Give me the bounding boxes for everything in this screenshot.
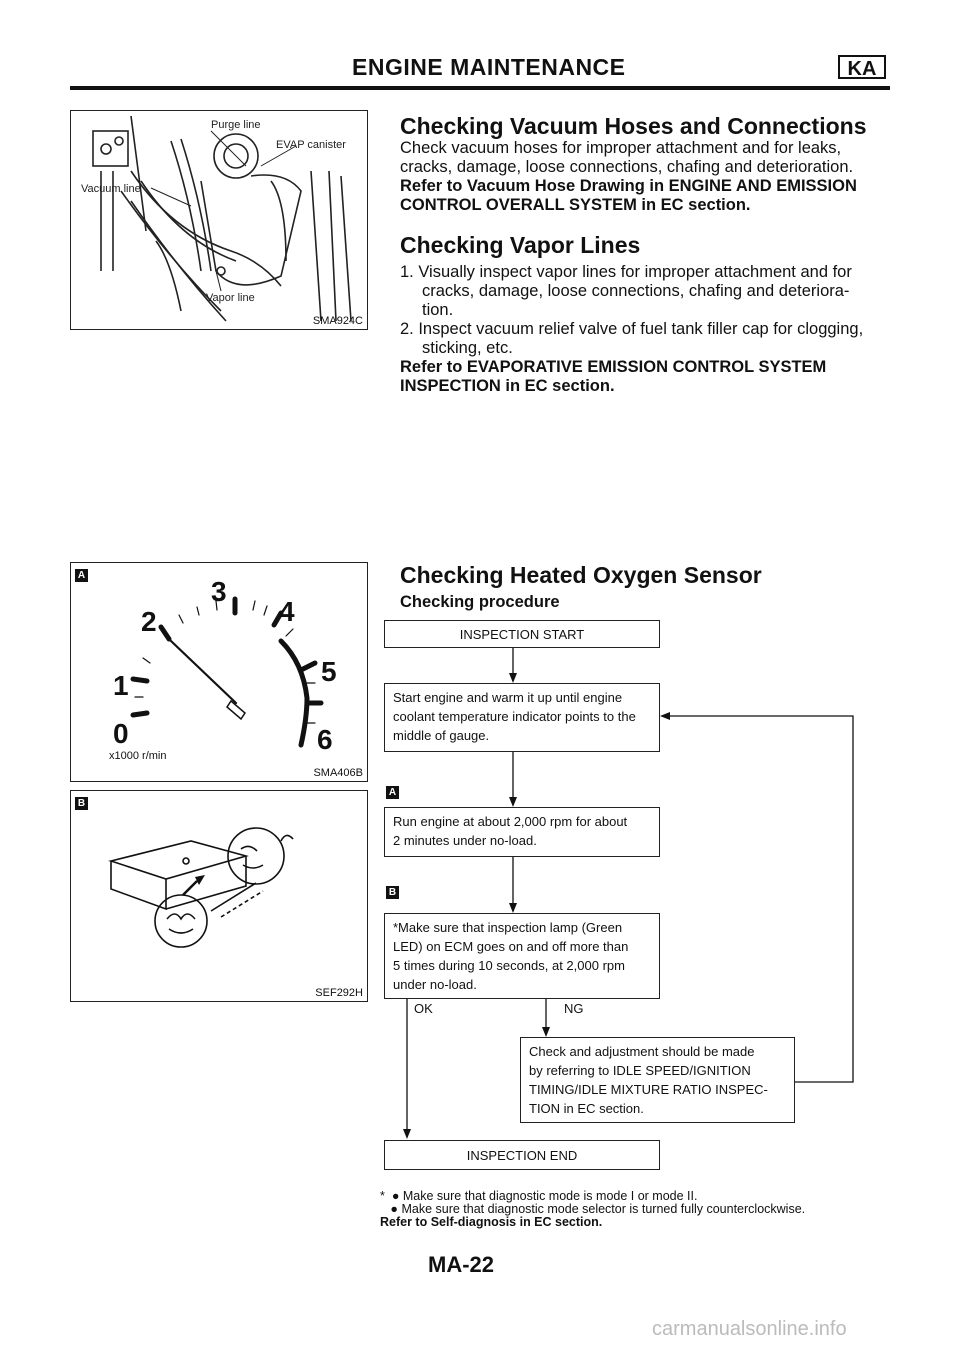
body-line: cracks, damage, loose connections, chafing and deterioration.	[400, 158, 854, 176]
list-item-line: sticking, etc.	[422, 339, 513, 357]
figure-code: SMA406B	[313, 767, 363, 779]
footnotes	[380, 1190, 900, 1229]
flow-text-line: Check and adjustment should be made	[529, 1044, 755, 1059]
section-heading-oxygen-sensor: Checking Heated Oxygen Sensor	[400, 562, 762, 588]
flow-text-line: TIMING/IDLE MIXTURE RATIO INSPEC-	[529, 1082, 768, 1097]
marker-a-icon: A	[386, 786, 399, 799]
tach-numeral-1: 1	[113, 670, 129, 701]
footnote-text: Make sure that diagnostic mode is mode I or mode II.	[402, 1189, 698, 1203]
marker-b-icon: B	[386, 886, 399, 899]
footnote-line: Refer to Self-diagnosis in EC section.	[380, 1215, 603, 1229]
label-evap-canister: EVAP canister	[276, 139, 346, 151]
section-heading-vapor-lines: Checking Vapor Lines	[400, 232, 641, 258]
page-title: ENGINE MAINTENANCE	[352, 54, 626, 80]
figure-code: SMA924C	[312, 315, 363, 327]
watermark: carmanualsonline.info	[652, 1318, 847, 1340]
marker-a-icon: A	[75, 569, 88, 582]
note-line: Refer to EVAPORATIVE EMISSION CONTROL SYSTEM	[400, 358, 827, 376]
footnote-text: Make sure that diagnostic mode selector is turned fully counterclockwise.	[401, 1202, 806, 1216]
tach-numeral-0: 0	[113, 718, 129, 749]
flow-text-line: Start engine and warm it up until engine	[393, 690, 623, 705]
flow-text-line: middle of gauge.	[393, 728, 490, 743]
tach-numeral-3: 3	[211, 576, 227, 607]
note-line: INSPECTION in EC section.	[400, 377, 615, 395]
flow-text-line: *Make sure that inspection lamp (Green	[393, 920, 623, 935]
tach-numeral-6: 6	[317, 724, 333, 755]
list-item-line: 1. Visually inspect vapor lines for improper attachment and for	[400, 263, 852, 281]
flow-inspection-end: INSPECTION END	[384, 1140, 660, 1170]
flow-text-line: TION in EC section.	[529, 1101, 644, 1116]
flow-text-line: coolant temperature indicator points to the	[393, 709, 636, 724]
list-item-line: tion.	[422, 301, 454, 319]
subheading-checking-procedure: Checking procedure	[400, 593, 560, 611]
figure-code: SEF292H	[315, 987, 363, 999]
tach-numeral-4: 4	[279, 596, 295, 627]
flow-step-check-lamp	[384, 913, 660, 999]
flow-text-line: 5 times during 10 seconds, at 2,000 rpm	[393, 958, 625, 973]
label-purge-line: Purge line	[211, 119, 261, 131]
label-vapor-line: Vapor line	[206, 292, 255, 304]
tach-numeral-5: 5	[321, 656, 337, 687]
flow-branch-ng: NG	[564, 1001, 584, 1016]
note-line: Refer to Vacuum Hose Drawing in ENGINE AND EMISSION	[400, 177, 857, 195]
page-number: MA-22	[428, 1252, 495, 1277]
tach-unit-label: x1000 r/min	[109, 750, 167, 762]
flow-text-line: 2 minutes under no-load.	[393, 833, 537, 848]
flow-step-adjustment	[520, 1037, 795, 1123]
body-line: Check vacuum hoses for improper attachment and for leaks,	[400, 139, 842, 157]
footnote-star: *	[380, 1189, 385, 1203]
section-badge: KA	[838, 55, 886, 79]
note-line: CONTROL OVERALL SYSTEM in EC section.	[400, 196, 751, 214]
list-item-line: 2. Inspect vacuum relief valve of fuel tank filler cap for clogging,	[400, 320, 864, 338]
list-item-line: cracks, damage, loose connections, chafing and deteriora-	[422, 282, 850, 300]
flow-text-line: by referring to IDLE SPEED/IGNITION	[529, 1063, 751, 1078]
tach-numeral-2: 2	[141, 606, 157, 637]
flow-step-warm-engine	[384, 683, 660, 752]
marker-b-icon: B	[75, 797, 88, 810]
bullet-icon: ●	[391, 1189, 400, 1203]
flow-text-line: Run engine at about 2,000 rpm for about	[393, 814, 628, 829]
flow-branch-ok: OK	[414, 1001, 433, 1016]
flow-text-line: LED) on ECM goes on and off more than	[393, 939, 629, 954]
flow-text-line: under no-load.	[393, 977, 477, 992]
section-heading-vacuum-hoses: Checking Vacuum Hoses and Connections	[400, 113, 867, 139]
flow-inspection-start: INSPECTION START	[384, 620, 660, 648]
bullet-icon: ●	[390, 1202, 398, 1216]
flow-step-run-engine	[384, 807, 660, 857]
label-vacuum-line: Vacuum line	[81, 183, 141, 195]
